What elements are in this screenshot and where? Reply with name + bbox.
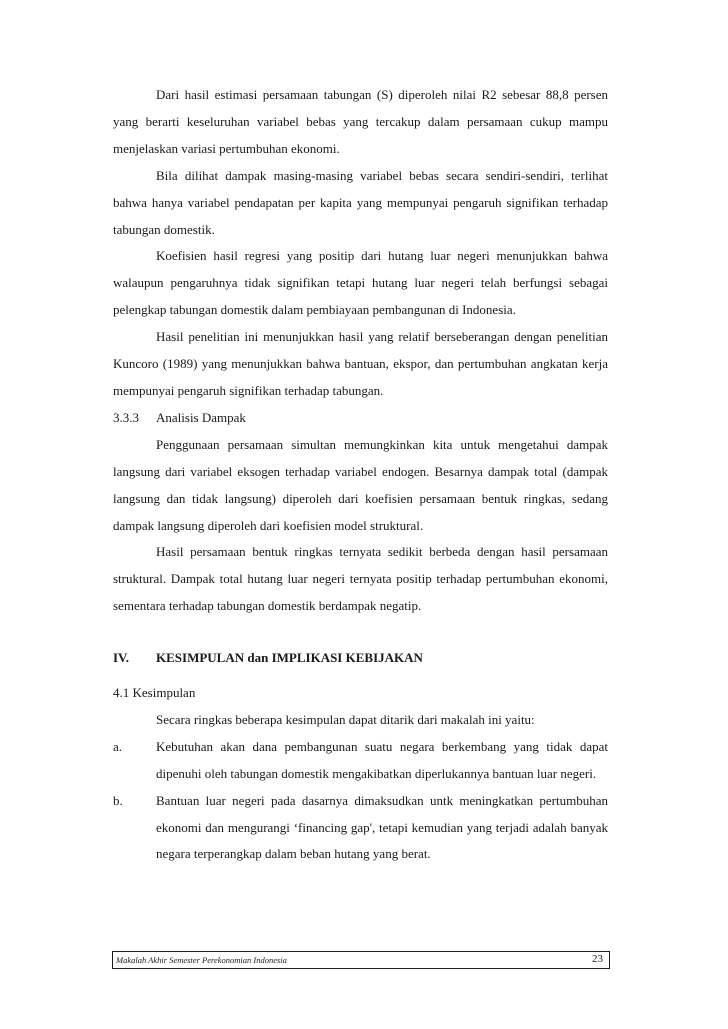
paragraph-individual-impact: Bila dilihat dampak masing-masing variabel bebas secara sendiri-sendiri, terlihat bahwa hanya variabel pendapatan per kapita yang mempunyai pengaruh signifikan terhadap tabungan domestik. — [113, 167, 608, 237]
page-number: 23 — [592, 953, 603, 965]
paragraph-kuncoro-comparison: Hasil penelitian ini menunjukkan hasil yang relatif berseberangan dengan penelitian Kuncoro (1989) yang menunjukkan bahwa bantuan, ekspor, dan pertumbuhan angkatan kerja mempunyai pengaruh signifikan terhadap tabungan. — [113, 329, 608, 398]
list-marker: a. — [113, 738, 123, 754]
list-item-text: Bantuan luar negeri pada dasarnya dimaksudkan untk meningkatkan pertumbuhan ekonomi dan mengurangi ‘financing gap', tetapi kemudian yang terjadi adalah banyak negara terperangkap dalam beban hutang yang berat. — [156, 792, 608, 862]
list-item — [113, 788, 608, 869]
list-item-text: Kebutuhan akan dana pembangunan suatu negara berkembang yang tidak dapat dipenuhi oleh tabungan domestik mengakibatkan diperlukannya bantuan luar negeri. — [156, 738, 608, 781]
section-heading-analisis-dampak — [113, 405, 608, 432]
paragraph-reduced-form-result: Hasil persamaan bentuk ringkas ternyata sedikit berbeda dengan hasil persamaan struktural. Dampak total hutang luar negeri ternyata positip terhadap pertumbuhan ekonomi, sementara terhadap tabungan domestik berdampak negatip. — [113, 544, 608, 614]
footer-title: Makalah Akhir Semester Perekonomian Indonesia — [116, 955, 287, 965]
chapter-title: KESIMPULAN dan IMPLIKASI KEBIJAKAN — [156, 650, 423, 666]
section-number: 3.3.3 — [113, 409, 139, 425]
paragraph-r2-result: Dari hasil estimasi persamaan tabungan (S) diperoleh nilai R2 sebesar 88,8 persen yang berarti keseluruhan variabel bebas yang tercakup dalam persamaan cukup mampu menjelaskan variasi pertumbuhan ekonomi. — [113, 87, 608, 156]
list-item — [113, 734, 608, 788]
paragraph-conclusion-intro: Secara ringkas beberapa kesimpulan dapat ditarik dari makalah ini yaitu: — [156, 711, 535, 727]
chapter-heading — [113, 645, 608, 672]
section-title: Analisis Dampak — [156, 409, 246, 425]
list-marker: b. — [113, 792, 123, 808]
body-text — [113, 82, 608, 868]
paragraph-regression-coefficient: Koefisien hasil regresi yang positip dari hutang luar negeri menunjukkan bahwa walaupun pengaruhnya tidak signifikan tetapi hutang luar negeri telah berfungsi sebagai pelengkap tabungan domestik dalam pembiayaan pembangunan di Indonesia. — [113, 248, 608, 318]
page-footer — [112, 951, 610, 969]
chapter-number: IV. — [113, 650, 130, 666]
paragraph-simultaneous-equation: Penggunaan persamaan simultan memungkinkan kita untuk mengetahui dampak langsung dari variabel eksogen terhadap variabel endogen. Besarnya dampak total (dampak langsung dan tidak langsung) diperoleh dari koefisien persamaan bentuk ringkas, sedang dampak langsung diperoleh dari koefisien model struktural. — [113, 436, 608, 533]
section-heading-kesimpulan: 4.1 Kesimpulan — [113, 685, 196, 701]
